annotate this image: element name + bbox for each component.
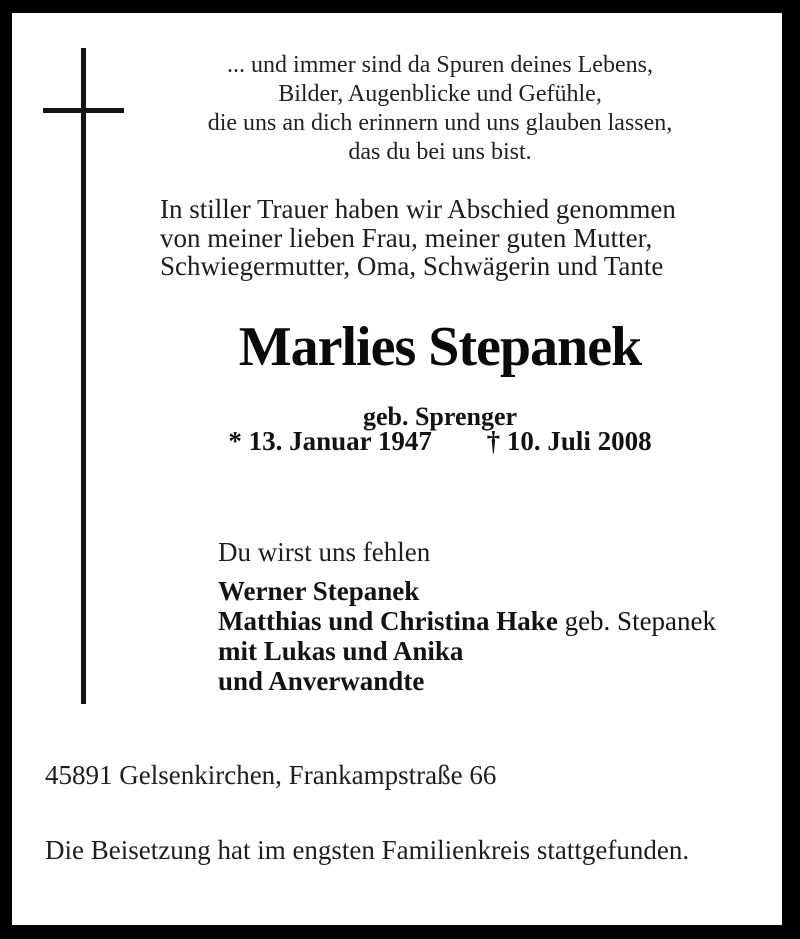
intro-line: Schwiegermutter, Oma, Schwägerin und Tante [160,251,664,281]
birth-symbol: * [228,426,242,456]
mourner-name: Werner Stepanek [218,576,420,606]
mourner-name: und Anverwandte [218,666,425,696]
birth-date: 13. Januar 1947 [248,426,432,456]
epigraph-line: das du bei uns bist. [348,139,532,165]
mourner-line [218,666,716,696]
mourner-line [218,576,716,606]
death-dagger-symbol: † [486,426,501,456]
intro-line: In stiller Trauer haben wir Abschied genommen [160,194,676,224]
life-dates [98,426,782,457]
epigraph-verse [98,51,782,167]
intro-line: von meiner lieben Frau, meiner guten Mutter, [160,222,653,253]
mourner-name-suffix: geb. Stepanek [557,606,717,636]
death-date: 10. Juli 2008 [506,426,652,456]
mourner-line [218,606,716,636]
cross-vertical-bar [81,48,86,704]
epigraph-line: Bilder, Augenblicke und Gefühle, [278,81,602,107]
deceased-name: Marlies Stepanek [238,316,642,378]
farewell-line: Du wirst uns fehlen [218,537,431,567]
mourner-name: Matthias und Christina Hake [218,606,558,636]
epigraph-line: ... und immer sind da Spuren deines Lebens, [227,52,653,78]
intro-paragraph [160,195,676,281]
address-line: 45891 Gelsenkirchen, Frankampstraße 66 [45,760,497,790]
maiden-name: geb. Sprenger [362,402,518,431]
epigraph-line: die uns an dich erinnern und uns glauben lassen, [207,110,673,136]
mourners-list [218,576,716,696]
mourner-line [218,636,716,666]
funeral-note-line: Die Beisetzung hat im engsten Familienkreis stattgefunden. [45,835,690,865]
mourner-name: mit Lukas und Anika [218,636,464,666]
obituary-notice-paper [12,13,782,925]
